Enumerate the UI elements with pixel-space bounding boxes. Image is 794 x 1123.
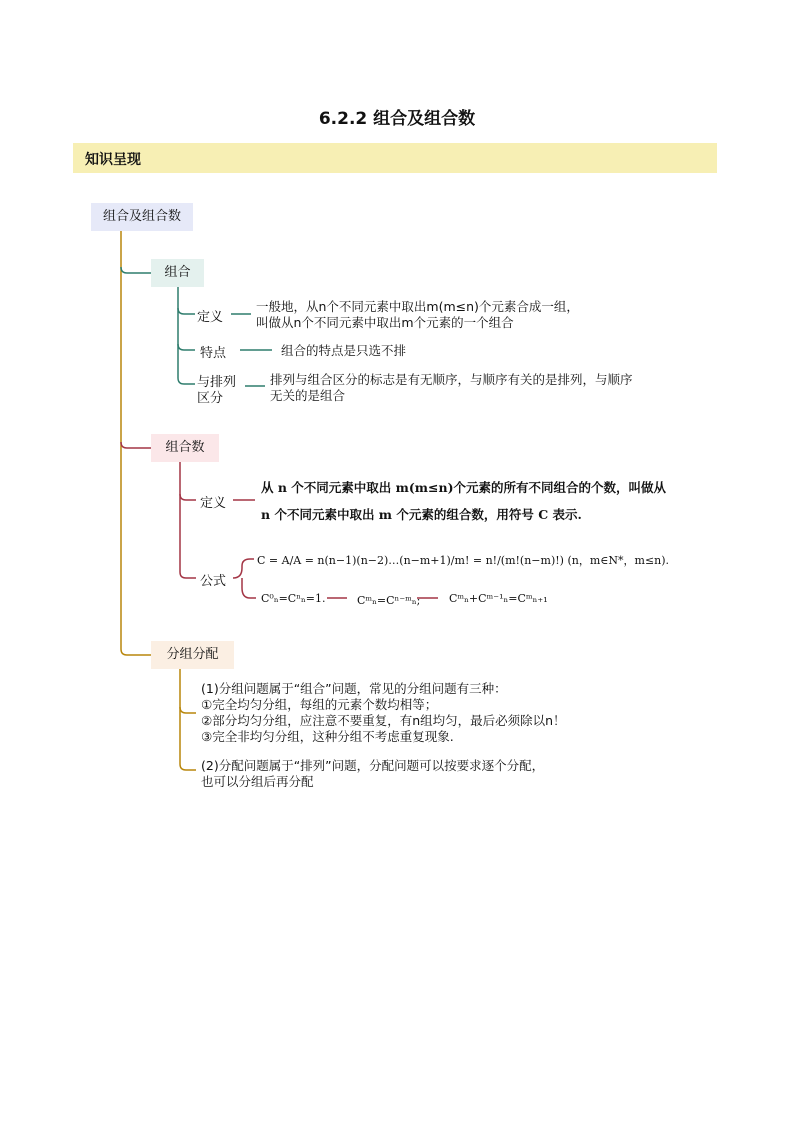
grouping-block2-line-1: (2)分配问题属于“排列”问题，分配问题可以按要求逐个分配， [201,758,545,773]
node-grouping: 分组分配 [151,641,234,669]
number-definition-label: 定义 [200,496,227,511]
page-title: 6.2.2 组合及组合数 [318,109,476,129]
grouping-block1-line-2: ①完全均匀分组，每组的元素个数均相等； [201,697,438,712]
grouping-block1-line-3: ②部分均匀分组，应注意不要重复，有n组均匀，最后必须除以n！ [201,713,566,728]
combination-distinction-label-1: 与排列 [197,375,237,390]
combination-distinction-line-2: 无关的是组合 [270,388,346,403]
number-formula-identity-2: Cᵐₙ=Cⁿ⁻ᵐₙ; [357,594,421,607]
combination-feature-text: 组合的特点是只选不排 [281,343,407,358]
trunk-branch-combination [121,267,151,273]
number-definition-line-1: 从 n 个不同元素中取出 m(m≤n)个元素的所有不同组合的个数，叫做从 [261,480,666,495]
number-formula-main: C = A/A = n(n−1)(n−2)…(n−m+1)/m! = n!/(m!(n−m)!) (n，m∈N*，m≤n). [257,554,670,567]
node-combination: 组合 [151,259,204,287]
combination-definition-label: 定义 [197,310,224,325]
combination-feature-label: 特点 [200,346,227,361]
combination-definition-line-2: 叫做从n个不同元素中取出m个元素的一个组合 [256,315,514,330]
number-formula-identity-3: Cᵐₙ+Cᵐ⁻¹ₙ=Cᵐₙ₊₁ [449,592,548,605]
grouping-block1-line-4: ③完全非均匀分组，这种分组不考虑重复现象. [201,729,454,744]
section-banner-label: 知识呈现 [85,152,141,168]
number-formula-identity-1: C⁰ₙ=Cⁿₙ=1. [261,592,326,605]
node-combination-number: 组合数 [151,434,219,462]
combination-distinction-label-2: 区分 [197,391,224,406]
number-subtree-line [180,462,196,578]
combination-subtree-line [178,287,195,384]
trunk-branch-number [121,442,151,448]
grouping-block1-line-1: (1)分组问题属于“组合”问题，常见的分组问题有三种： [201,681,507,696]
grouping-block2-line-2: 也可以分组后再分配 [201,774,314,789]
number-formula-label: 公式 [200,574,227,589]
number-definition-line-2: n 个不同元素中取出 m 个元素的组合数，用符号 C 表示. [261,507,582,522]
combination-definition-line-1: 一般地，从n个不同元素中取出m(m≤n)个元素合成一组， [256,299,579,314]
grouping-subtree-line [180,668,196,770]
trunk-line [121,231,151,655]
mindmap-root: 组合及组合数 [91,203,193,231]
combination-distinction-line-1: 排列与组合区分的标志是有无顺序，与顺序有关的是排列，与顺序 [270,372,633,387]
